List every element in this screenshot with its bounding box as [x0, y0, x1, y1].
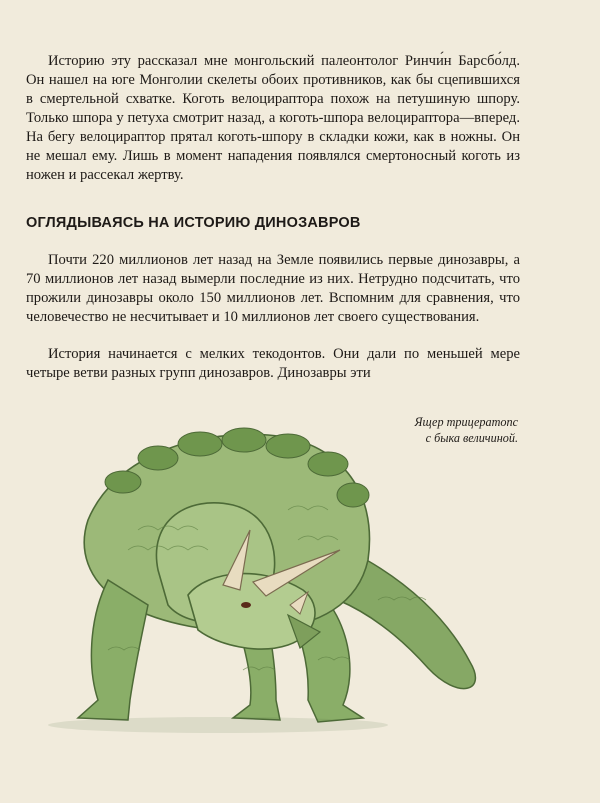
paragraph-velociraptor-story: Историю эту рассказал мне монгольский палеонтолог Ринчи́н Барсбо́лд. Он нашел на юге Монголии скелеты обоих противников, как бы сцепившихся в смертельной схватке. Коготь велоцираптора похож на петушиную шпору. Только шпора у петуха смотрит назад, а коготь-шпора велоцираптора—вперед. На бегу велоцираптор прятал коготь-шпору в складки кожи, как в ножны. Он не мешал ему. Лишь в момент нападения появлялся смертоносный коготь из ножен и рассекал жертву.: [26, 53, 520, 183]
paragraph-dinosaur-timeline: Почти 220 миллионов лет назад на Земле появились первые динозавры, а 70 миллионов лет назад вымерли последние из них. Нетрудно подсчитать, что прожили динозавры около 150 миллионов лет. Вспомним для сравнения, что человечество не несчитывает и 10 миллионов лет своего существования.: [26, 252, 520, 325]
triceratops-eye: [241, 602, 251, 608]
caption-line-1: Ящер трицератопс: [414, 415, 518, 429]
section-heading: ОГЛЯДЫВАЯСЬ НА ИСТОРИЮ ДИНОЗАВРОВ: [26, 215, 361, 231]
triceratops-illustration: [18, 400, 500, 760]
paragraph-thecodonts: История начинается с мелких текодонтов. Они дали по меньшей мере четыре ветви разных групп динозавров. Динозавры эти: [26, 346, 520, 381]
caption-line-2: с быка величиной.: [425, 431, 518, 445]
ground-shadow: [48, 717, 388, 733]
triceratops-front-leg-left: [78, 580, 148, 720]
